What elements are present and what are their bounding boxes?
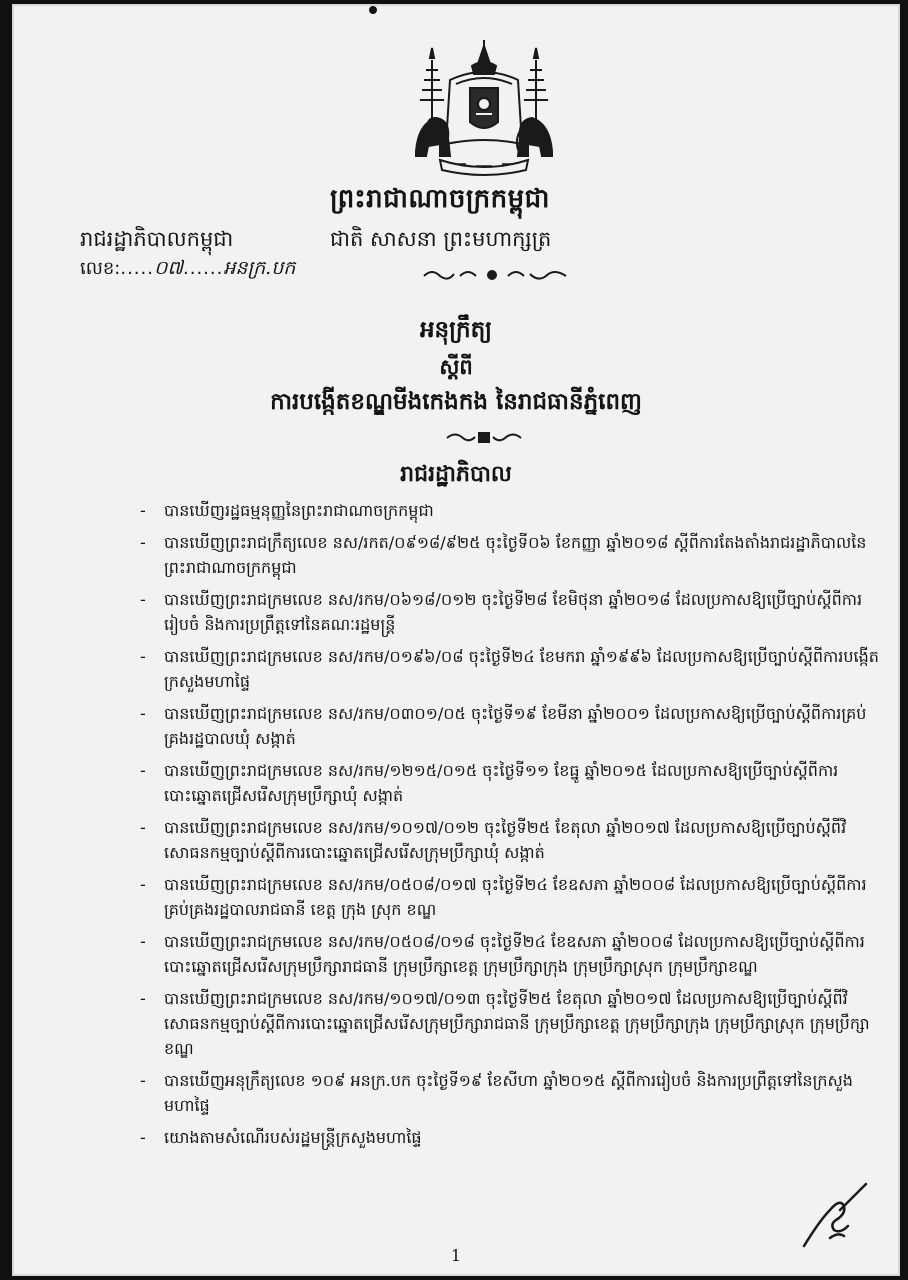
consideration-item: - បានឃើញព្រះរាជក្រមលេខ នស/រកម/០៦១៨/០១២ ចុះថ្ងៃទី២៨ ខែមិថុនា ឆ្នាំ២០១៨ ដែលប្រកាសឱ្យប្រើច្បាប់ស្តីពីការរៀបចំ និងការប្រព្រឹត្តទៅនៃគណៈរដ្ឋមន្ត្រី: [140, 587, 880, 637]
document-type: អនុក្រឹត្យ: [419, 317, 493, 343]
issuing-authority: រាជរដ្ឋាភិបាល: [400, 462, 512, 487]
punch-hole: [369, 6, 377, 14]
consideration-item: - បានឃើញព្រះរាជក្រមលេខ នស/រកម/០១៩៦/០៨ ចុះថ្ងៃទី២៤ ខែមករា ឆ្នាំ១៩៩៦ ដែលប្រកាសឱ្យប្រើច្បាប់ស្តីពីការបង្កើតក្រសួងមហាផ្ទៃ: [140, 644, 880, 694]
consideration-item: - បានឃើញព្រះរាជក្រមលេខ នស/រកម/១០១៧/០១២ ចុះថ្ងៃទី២៥ ខែតុលា ឆ្នាំ២០១៧ ដែលប្រកាសឱ្យប្រើច្បាប់ស្តីពីវិសោធនកម្មច្បាប់ស្តីពីការបោះឆ្នោតជ្រើសរើសក្រុមប្រឹក្សាឃុំ សង្កាត់: [140, 815, 880, 865]
consideration-item: - បានឃើញរដ្ឋធម្មនុញ្ញនៃព្រះរាជាណាចក្រកម្ពុជា: [140, 498, 880, 523]
reference-number: ០៧: [153, 257, 183, 279]
national-motto: ជាតិ សាសនា ព្រះមហាក្សត្រ: [330, 227, 552, 251]
ornament-divider-icon: [420, 266, 570, 284]
consideration-item: - បានឃើញព្រះរាជក្រមលេខ នស/រកម/០៥០៨/០១៧ ចុះថ្ងៃទី២៤ ខែឧសភា ឆ្នាំ២០០៨ ដែលប្រកាសឱ្យប្រើច្បាប់ស្តីពីការគ្រប់គ្រងរដ្ឋបាលរាជធានី ខេត្ត ក្រុង ស្រុក ខណ្ឌ: [140, 872, 880, 922]
consideration-item: - បានឃើញអនុក្រឹត្យលេខ ១០៩ អនក្រ.បក ចុះថ្ងៃទី១៩ ខែសីហា ឆ្នាំ២០១៥ ស្តីពីការរៀបចំ និងការប្រព្រឹត្តទៅនៃក្រសួងមហាផ្ទៃ: [140, 1068, 880, 1118]
consideration-item: - បានឃើញព្រះរាជក្រមលេខ នស/រកម/១២១៥/០១៥ ចុះថ្ងៃទី១១ ខែធ្នូ ឆ្នាំ២០១៥ ដែលប្រកាសឱ្យប្រើច្បាប់ស្តីពីការបោះឆ្នោតជ្រើសរើសក្រុមប្រឹក្សាឃុំ សង្កាត់: [140, 758, 880, 808]
considerations-list: [140, 498, 880, 1157]
consideration-item: - បានឃើញព្រះរាជក្រមលេខ នស/រកម/០៥០៨/០១៨ ចុះថ្ងៃទី២៤ ខែឧសភា ឆ្នាំ២០០៨ ដែលប្រកាសឱ្យប្រើច្បាប់ស្តីពីការបោះឆ្នោតជ្រើសរើសក្រុមប្រឹក្សារាជធានី ក្រុមប្រឹក្សាខេត្ត ក្រុមប្រឹក្សាក្រុង ក្រុមប្រឹក្សាស្រុក ក្រុមប្រឹក្សាខណ្ឌ: [140, 929, 880, 979]
consideration-item: - យោងតាមសំណើរបស់រដ្ឋមន្ត្រីក្រសួងមហាផ្ទៃ: [140, 1125, 880, 1150]
signature-initial-icon: [800, 1180, 870, 1250]
reference-label: លេខ:: [80, 258, 121, 279]
page-number: 1: [450, 1246, 462, 1265]
consideration-item: - បានឃើញព្រះរាជក្រមលេខ នស/រកម/០៣០១/០៥ ចុះថ្ងៃទី១៩ ខែមីនា ឆ្នាំ២០០១ ដែលប្រកាសឱ្យប្រើច្បាប់ស្តីពីការគ្រប់គ្រងរដ្ឋបាលឃុំ សង្កាត់: [140, 701, 880, 751]
kingdom-heading: ព្រះរាជាណាចក្រកម្ពុជា: [330, 184, 550, 214]
consideration-item: - បានឃើញព្រះរាជក្រមលេខ នស/រកម/១០១៧/០១៣ ចុះថ្ងៃទី២៥ ខែតុលា ឆ្នាំ២០១៧ ដែលប្រកាសឱ្យប្រើច្បាប់ស្តីពីវិសោធនកម្មច្បាប់ស្តីពីការបោះឆ្នោតជ្រើសរើសក្រុមប្រឹក្សារាជធានី ក្រុមប្រឹក្សាខេត្ត ក្រុមប្រឹក្សាក្រុង ក្រុមប្រឹក្សាស្រុក ក្រុមប្រឹក្សាខណ្ឌ: [140, 986, 880, 1061]
document-subject: ការបង្កើតខណ្ឌមីងកេងកង នៃរាជធានីភ្នំពេញ: [270, 389, 642, 415]
reference-suffix: អនក្រ.បក: [223, 257, 296, 279]
ornament-small-icon: [445, 429, 523, 445]
ministry-label: រាជរដ្ឋាភិបាលកម្ពុជា: [80, 227, 234, 251]
reference-number-line: លេខ:.....០៧......អនក្រ.បក: [80, 257, 296, 279]
royal-arms-emblem-icon: [410, 40, 558, 176]
consideration-item: - បានឃើញព្រះរាជក្រឹត្យលេខ នស/រកត/០៩១៨/៩២៥ ចុះថ្ងៃទី០៦ ខែកញ្ញា ឆ្នាំ២០១៨ ស្តីពីការតែងតាំងរាជរដ្ឋាភិបាលនៃព្រះរាជាណាចក្រកម្ពុជា: [140, 530, 880, 580]
about-label: ស្តីពី: [439, 355, 473, 379]
document-page: [12, 4, 900, 1276]
